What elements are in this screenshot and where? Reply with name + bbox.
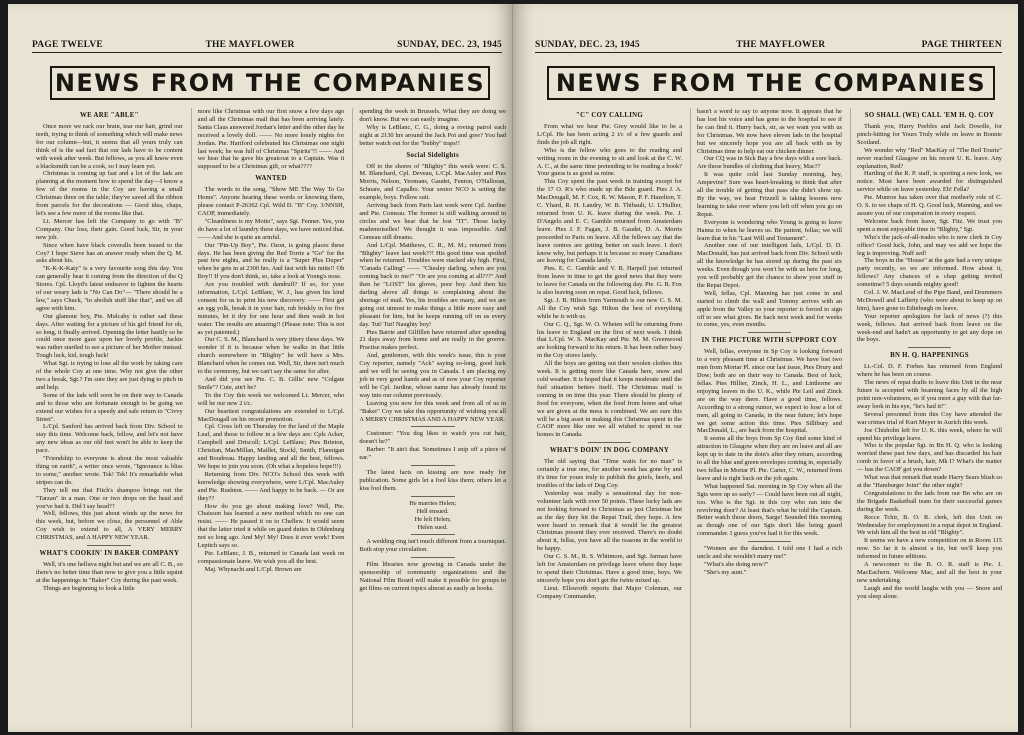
column-divider (588, 442, 632, 443)
article-paragraph: Pte. LeBlanc, J. B., returned to Canada last week on compassionate leave. We wish you all the best. (197, 549, 345, 565)
article-paragraph: Our C. Q., Sgt. W. O. Wheten will be returning from his leave to England on the first of next week. I think that L/Cpl. W. S. MacKay and Pte. M. M. Greenwood are looking forward to his return. It has been rather busy in the Coy stores lately. (537, 320, 682, 360)
article-paragraph: Several personnel from this Coy have attended the war crimes trial of Kurt Meyer in Aurich this week. (857, 410, 1002, 426)
article-heading: "C" COY CALLING (576, 112, 643, 119)
column-divider (411, 534, 455, 535)
column-divider (87, 545, 131, 546)
article-paragraph: They tell me that Fitch's shampoo brings out the "Tarzan" in a man. One or two drops on the head and you've had it. Did I say head?? (36, 486, 183, 510)
article-paragraph: Yesterday was really a sensational day for non-volunteer lads with over 50 points. These lucky lads are not looking forward to Christmas as just Christmas but as the day they hit the Repat Trail, they hope. A few were heard to remark that it would be the greatest Christmas present they ever received. There's no doubt about it, fellas, you have all the reasons in the world to be happy. (537, 489, 682, 553)
article-paragraph: hasn't a word to say to anyone now. It appears that he has lost his voice and has gone to the hospital to see if he can find it. Hurry back, sir, as we want you with us for Christmas. We now have eleven lads in the hospital but we sincerely hope you are all back with us by Christmas time to help eat our chicken dinner. (697, 108, 842, 155)
article-paragraph: Our C. S. M., Blanchard is very jittery these days. We wonder if it is because when he walks in that little church somewhere in "Blighty" he will have a Mrs. Blanchard when he comes out. Well, Sir, there isn't much to the ceremony, but we can't say the same for after. (197, 336, 345, 376)
article-paragraph: What Sgt. is trying to lose all the work by taking care of the whole Coy at one time. Why not give the other two a break, Sgt.? I'm sure they are just dying to pitch in and help. (36, 360, 183, 391)
article-paragraph: This Coy spent the past week in training except for the 17 O. R's who made up the Bde guard. Ptes J. A. MacDougall, M. F. Cox, R. W. Mason, P. F. Hazelton, T. C. Yhard, R. H. Landry, W. B. Thibault, U. L'Hullier, returned from U. K. leave during the week. Pte. J. D'Angelo and E. C. Gamble returned from Amsterdam leave. Ptes J. F. Fagan, J. B. Gaudet, D. A. Morris proceeded to Paris on leave. All the fellows say that the leave centres are getting better on each leave. I don't know why, but perhaps it is because so many Canadians are leaving for Canada lately. (537, 178, 682, 265)
running-head (535, 40, 1002, 53)
article-paragraph: Our CQ was in Sick Bay a few days with a sore back. Are those bundles of clothing that heavy, Mac?? (697, 155, 842, 171)
article-paragraph: Christmas is coming up fast and a lot of the lads are planning at the moment how to spend the day—I know a few of the rooms in the Coy are having a small Christmas three on the table; they've saved all the ribbon from parcels for the decorations — Good idea, chaps, let's see a few more of the rooms like that. (36, 170, 183, 217)
article-paragraph: We wonder why "Red" MacKay of "The Red Tourie" never reached Glasgow on his recent U. K. leave. Any explanation, Red? (857, 146, 1002, 170)
column-divider (411, 557, 455, 558)
verse-line: Hell ensued. (416, 507, 449, 515)
article-paragraph: And L/Cpl. Matthews, C. R., M. M.; returned from "Blighty" leave last week??! His good time was spoiled when he returned. Troubles were stacked sky high. First, "Canada Calling" —— "Chesley darling, when are you coming back to me?" "Or are you coming at all???" And then he "LOST" his gloves, poor boy. And then his darling above all things is complaining about the shortage of mail. Yes, his troubles are many, and we are going out utmost to make things a little more easy and pleasant for him, but he keeps running off on us every day. Tut! Tut! Naughty boy! (359, 241, 507, 328)
article-paragraph: Laugh and the world laughs with you — Snore and you sleep alone. (857, 584, 1002, 600)
article-paragraph: Well, fellas, everyone in Sp Coy is looking forward to a very pleasant time at Christmas. We have lost two men from Mortar Pl. since our last issue, Ptes Drury and Dow; both are on their way to Canada. Best of luck, fellas. Ptes Hillier, Zinck, H. L., and Linthorne are enjoying leaves in the U. K., while Pte Leil and Zinck are on the way there. Have a good time, fellows. According to a strong rumor, we expect to lose a lot of men, all going to Canada, in the near future; let's hope we get some action this time. Ptes Sillibury and MacDonald, L., are back from the hospital. (697, 348, 842, 435)
article-paragraph: Film libraries now growing in Canada under the sponsorship of community organizations and the National Film Board will make it possible for groups to get films on current topics almost as easily as books. (359, 561, 507, 592)
column-divider (908, 347, 952, 348)
article-paragraph: What was that remark that made Harry Sears blush so at the "Hamburger Joint" the other night? (857, 474, 1002, 489)
article-paragraph: Col. J. W. MacLeod of the Pipe Band, and Drummers McDowell and Lafferty (who were about to keep up on him), have gone to Edinburgh on leave. (857, 289, 1002, 312)
article-paragraph: To the Coy this week we welcomed Lt. Mercer, who will be our new 2 i/c. (197, 391, 345, 407)
article-paragraph: "She's my aunt." (704, 568, 747, 576)
article-paragraph: Welcome back from leave, Sgt. Fitz. We trust you spent a most enjoyable time in "Blighty," Sgt. (857, 217, 1002, 233)
article-paragraph: spending the week in Brussels. What they are doing we don't know. But we can easily imagine. (359, 108, 507, 123)
article-paragraph: Customer: "You dog likes to watch you cut hair, doesn't he?" (359, 430, 507, 446)
article-paragraph: L/Cpl. Sanford has arrived back from Div. School to stay this time. Welcome back, fellow, and let's not have any new ideas as our old feet won't be able to keep the pace. (36, 423, 183, 455)
article-paragraph: Well, fellows, this just about winds up the news for this week, but, before we close, the personnel of Able Coy wish to extend to all, A VERY MERRY CHRISTMAS, and A HAPPY NEW YEAR. (36, 510, 183, 542)
article-paragraph: Joe Chisholm left for U. K. this week, where he will spend his privilege leave. (857, 426, 1002, 442)
article-paragraph: The old saying that "Time waits for no man" is certainly a true one, for another week has gone by and it's time for yours truly to publish the griefs, beefs, and troubles of the lads of Dog Coy. (537, 458, 682, 489)
article-paragraph: Why is LeBlanc, C. G., doing a roving patrol each night at 2130 hrs around the Jack Pot and gree? You had better watch out for the "bubby" traps!! (359, 123, 507, 147)
article-paragraph: Congratulations to the lads from our Bn who are on the Brigade Basketball team for their successful games during the week. (857, 489, 1002, 513)
article-paragraph: Arriving back from Paris last week were Cpl. Jardine and Pte. Comeau. The former is still walking around in circles and we hear that he lost "IT". Those lucky mademoiselles! We thought it was impossible. And Comeau still dreams. (359, 202, 507, 241)
article-paragraph: Recce Tchir, B. O. R. clerk, left this Unit on Wednesday for employment in a repat depot in England. We wish him all the best in old "Blighty". (857, 513, 1002, 537)
article-paragraph: Who's the jack-of-all-trades who is now clerk in Coy office? Good luck, John, and may we add we hope the leg is improving. Nuff sed! (857, 233, 1002, 257)
article-paragraph: Barber: "It ain't that. Sometimes I snip off a piece of ear." (359, 446, 507, 462)
article-paragraph: Cpl. Cross left on Thursday for the land of the Maple Leaf, and those to follow in a few days are: Cpls Acker, Campbell and Driscoll; L/Cpl. LeBlanc; Ptes Brinton, Christian, MacMillan, Maillet, Stockl, Smith, Flannigan and Boudreau. Happy landing and all the best, fellows. We hope to join you soon. (Oh what a hopeless hope!!!) (197, 423, 345, 470)
column (690, 108, 842, 728)
section-banner: NEWS FROM THE COMPANIES (50, 66, 490, 100)
article-paragraph: Our glamour boy, Pte. Mulcahy is rather sad these days. After waiting for a picture of his girl friend for oh, so long, it finally arrived. Opening the letter hastily so he could once more gaze upon her lovely profile, Jackie was rather startled to see a picture of her Mother instead. Tough luck, kid, tough luck! (36, 312, 183, 360)
article-heading: SO SHALL (WE) CALL 'EM H. Q. COY (864, 112, 995, 119)
article-heading: BN H. Q. HAPPENINGS (890, 352, 969, 360)
running-head (32, 40, 502, 53)
article-paragraph: "Women are the darndest. I told one I had a rich uncle and she wouldn't marry me!" (697, 545, 842, 561)
article-paragraph: What happened Sat. morning in Sp Coy when all the Sgts were up so early? — Could have been out all night, too. Who is the Sgt. in this coy who ran into the revolving door? At least that's what he told the Captain. Better watch those doors, Sarge! Sounded this morning as though one of our Sgts don't like being guard commander. I guess you've had it for this week. (697, 482, 842, 538)
article-paragraph: Our heartiest congratulations are extended to L/Cpl. MacDougall on his recent promotion. (197, 407, 345, 423)
article-paragraph: It seems we have a new competition on in Room 115 now. So far it is almost a tie, but we'll keep you informed in future editions. (857, 537, 1002, 561)
article-heading: WE ARE "ABLE" (80, 112, 139, 119)
newspaper-spread (8, 4, 1018, 732)
column (850, 108, 1002, 728)
article-paragraph: Ptes Barrie and Gilfillen have returned after spending 21 days away from home and are really in the groove. Practise makes perfect. (359, 328, 507, 352)
article-paragraph: "Cleanliness is my Motto", says Sgt. Fenner. Yes, you do have a lot of laundry these days, we have noticed that. —— And she is quite an armful. (197, 217, 345, 241)
article-paragraph: Once more we rack our brain, tear our hair, grind our teeth, trying to think of something which will make news for our column—but, it seems that all yours truly can think of is the sad fact that our lads have to be content with week after week. But fellows, as you all know even a blacksmith can be a cook, so I may learn yet. (36, 123, 183, 170)
article-paragraph: The news of repat drafts to leave this Unit in the near future is accepted with beaming faces by all the high point non-volunteers, so if you meet a guy with that far-away look in his eye, "he's had it!" (857, 379, 1002, 410)
page-number: PAGE TWELVE (32, 40, 103, 50)
column-group (36, 108, 506, 728)
article-paragraph: Are you troubled with dandruff? If so, for your information, L/Cpl. LeBlanc, W. J., has given his kind consent for us to print his new discovery. —— First get an egg yolk, break it in your hair, rub briskly in for five minutes, let it dry for one hour and then wash in hot water. The results are amazing!! (Please note: This is not as yet patented.) (197, 281, 345, 336)
article-paragraph: From what we hear Pte. Grey would like to be a L/Cpl. He has been acting 2 i/c of a few guards and finds the job all right. (537, 123, 682, 146)
article-paragraph: And did you see Pte. C. B. Gillis' new "Colgate Smile"? Cute, ain't he? (197, 376, 345, 391)
article-heading: WANTED (255, 175, 287, 183)
article-paragraph: "What's she doing now?" (704, 560, 769, 568)
article-paragraph: Lt.-Col. D. F. Forbes has returned from England where he has been on course. (857, 363, 1002, 379)
article-heading: WHAT'S DOIN' IN DOG COMPANY (549, 447, 670, 455)
right-page (513, 4, 1018, 732)
column-divider (411, 465, 455, 466)
column-divider (411, 496, 455, 497)
article-paragraph: Our "Pin-Up Boy", Pte. Ozon, is going places these days. He has been giving the Red Torrie a "Go" for the past few nights, and he really is a "Super Plus Duper" when he gets in at 2300 hrs. And fast with his mitts!! Oh Boy!! If you don't think, so, take a look at Young's nose. (197, 241, 345, 281)
column-divider (748, 541, 792, 542)
article-paragraph: Who is the fellow who goes to the reading and writing room in the evening to sit and look at the C. W. A. C., at the same time pretending to be reading a book? Your guess is as good as mine. (537, 146, 682, 178)
column (36, 108, 183, 728)
article-paragraph: Lt. Mercer has left the Company to go with "B" Company. Our loss, their gain. Good luck, Sir, in your new job. (36, 217, 183, 241)
article-paragraph: Ptes. E. C. Gamble and V. B. Harpell just returned from leave in time to get the good news that they were to leave for Canada on the following day. Pte. G. R. Fox is also leaving soon on repat. Good luck, fellows. (537, 265, 682, 297)
article-paragraph: How do you go about making love? Well, Pte. Chaisson has learned a new method which no one can resist. —— He passed it on to Chellew. It would seem that the latter tried it while on guard duties in Oldenburg not so long ago. And My! My! Does it ever work! Even Lepitch says so. (197, 502, 345, 550)
article-paragraph: Well, fellas, Cpl. Manning has just come in and started to climb the wall and Tommy arrives with an apple from the Valley so your reporter is forced to sign off to see what gives. Be back next week and for weeks to come, yes, even months. (697, 289, 842, 329)
article-paragraph: Pte. Munroe has taken over that motherly role of C. O. S. to we chaps of H. Q. Good luck, Manning, and we assure you of our cooperation in every respect. (857, 194, 1002, 217)
verse-line: He left Helen; (414, 515, 451, 523)
article-paragraph: Our C. S. M., R. S. Whitmore, and Sgt. Jarman have left for Amsterdam on privilege leave where they hope to spend their Christmas. Have a good time, boys. We sincerely hope you don't get the twins mixed up. (537, 553, 682, 584)
article-paragraph: Leaving you now for this week and from all of us in "Baker" Coy we take this opportunity of wishing you all A MERRY CHRISTMAS AND A HAPPY NEW YEAR. (359, 399, 507, 423)
article-paragraph: Sgt. J. B. Hilton from Yarmouth is our new C. S. M. All the Coy wish Sgt. Hilton the best of everything while he is with us. (537, 296, 682, 320)
article-paragraph: Maj. Whynacht and L/Cpl. Brown are (204, 565, 302, 573)
section-banner: NEWS FROM THE COMPANIES (547, 66, 995, 100)
article-paragraph: Returning from Div. NCO's School this week with knowledge showing everywhere, were L/Cpl. MacAuley and Pte. Rushton. —— And happy to be back. — Or are they?? (197, 470, 345, 502)
article-paragraph: more like Christmas with our first snow a few days ago and all the Christmas mail that has been arriving lately. Santa Claus answered Jordan's letter and the other day he received a lovely doll. —— No more lonely nights for Jordan. Pte. Hartford celebrated his Christmas one night last week; he was full of Christmas "Spirits"!! —— And we hear that he gave his greatcoat to a Captain. Was it supposed to be a Christmas gift, or what???? (197, 108, 345, 171)
column-divider (411, 426, 455, 427)
verse-line: Helen sued. (417, 523, 448, 531)
article-paragraph: "K-K-K-Katy" is a very favourite song this day. You can generally hear it coming from the direction of the Q Stores. Cpl. Lloyd's latest endeavor to lighten the hearts of our weary lads is "No Can Do"— "There should be a law," says Chuck, "to abolish stuff like that", and we all agree with him. (36, 265, 183, 312)
left-page (8, 4, 513, 732)
verse-line: He marries Helen; (409, 499, 457, 507)
article-paragraph: Thank you, Harry Peebles and Jack Dowdle, for pinch-hitting for Yours Truly while on leave in Bonnie Scotland. (857, 123, 1002, 146)
article-paragraph: Who is the popular Sgt. in Bn H. Q. who is looking worried these past few days, and has discarded his hair comb in favor of a brush, hair, Mk I? What's the matter — has the CAOF got you down? (857, 442, 1002, 474)
column (191, 108, 345, 728)
article-paragraph: Some of the lads will soon be on their way to Canada and to those who are fortunate enough to be going we extend our wishes for a speedy and safe return to "Civvy Street". (36, 391, 183, 423)
column-divider (748, 332, 792, 333)
article-paragraph: Lieut. Ellsworth reports that Major Coleman, our Company Commander, (537, 584, 682, 600)
article-heading: WHAT'S COOKIN' IN BAKER COMPANY (39, 550, 180, 558)
article-heading: IN THE PICTURE WITH SUPPORT COY (701, 337, 838, 345)
page-number: PAGE THIRTEEN (921, 40, 1002, 50)
issue-date: SUNDAY, DEC. 23, 1945 (535, 40, 640, 50)
paper-name: THE MAYFLOWER (736, 40, 826, 50)
article-paragraph: All the boys are getting out their woolen clothes this week. It is getting more like Canada here, snow and cold weather. It is hoped that it keeps moderate until the fuel situation betters itself. The Christmas mail is coming in on time this year. There should be plenty of food for everyone, when the food from home and what we are given at the mess is combined. We are sure this will be a big asset in making this Christmas spent in the CAOF more like one we all wished to spend in our homes in Canada. (537, 360, 682, 439)
article-paragraph: A newcomer to the B. O. R. staff is Pte. J. MacEachern. Welcome Mac, and all the best in your new undertaking. (857, 561, 1002, 584)
article-paragraph: Your reporter apologizes for lack of news (?) this week, fellows. Just arrived back from leave on the week-end and hadn't an opportunity to get any dope on the boys. (857, 312, 1002, 344)
column (537, 108, 682, 728)
article-paragraph: And, gentlemen, with this week's issue, this is your Coy reporter, namely "Ack" saying so-long, good luck and we will be seeing you in Canada. I am placing my job in very good hands and as of now your Coy reporter will be Cpl. Jardine, whose name has already found its way into our column previously. (359, 352, 507, 399)
article-paragraph: A wedding ring isn't much different from a tourniquet. Both stop your circulation. (359, 538, 507, 554)
column-group (537, 108, 1002, 728)
article-paragraph: Everyone is wondering who Young is going to leave Hanna to when he leaves us. Be patient, fellas; we will learn that in his "Last Will and Testament". (697, 218, 842, 242)
article-paragraph: Since when have black coveralls been issued to the Coy? I hope Steve has an answer ready when the Q. M. asks about his. (36, 241, 183, 265)
article-paragraph: Off to the shores of "Blighty" this week were: C. S. M. Blanchard, Cpl. Deveau, L/Cpl. MacAuley and Ptes Morris, Nelson, Yeomans, Gaudet, Fenton, O'Halloran, Schnare, and Capalbo. Your senior NCO is setting the example, boys. Follow suit. (359, 162, 507, 202)
article-paragraph: Hartling of the R. P. staff, is sporting a new look, we notice. Most have been awarded for distinguished service while on leave yesterday. Eh! Fella? (857, 170, 1002, 194)
paper-name: THE MAYFLOWER (205, 40, 295, 50)
article-paragraph: It was quite cold last Sunday morning, hey, Ampevine? Sure was heart-breaking to think that after all the trouble of getting that pass she didn't show up. By the way, we hear Frizzell is taking lessons now learning to take over where you left off when you go on Repat. (697, 171, 842, 218)
article-paragraph: Well, it's one helluva night but and we are all C. B., so there's no better time than now to give you a little squint at the happenings in "Baker" Coy during the past week. (36, 561, 183, 584)
article-paragraph: "Friendship to everyone is about the most valuable thing on earth", a writer once wrote, "Ignorance is bliss to some," another wrote. Tsk! Tsk! It's remarkable what stripes can do. (36, 455, 183, 486)
article-paragraph: The words to the song, "Show ME The Way To Go Home". Anyone hearing these words or knowing them, please contact P-26362 Cpl. Wild D. "B" Coy. 3/NNSH, CAOP, immediately. (197, 186, 345, 217)
article-paragraph: Another one of our intelligent lads, L/Cpl. D. D. MacDonald, has just arrived back from Div. School with all the knowledge he has stored up during the past six weeks. Even though you won't be with us here for long, you will probably get the chance to show your stuff in the Repat Depot. (697, 242, 842, 289)
column (352, 108, 506, 728)
article-paragraph: The boys in the "House" at the gate had a very unique party recently, so we are informed. How about it, fellows? Any chances of a chap getting invited sometime? 5 days sounds mighty good! (857, 257, 1002, 289)
article-paragraph: It seems all the boys from Sp Coy find some kind of attraction in Glasgow when they are on leave and all are kept up to date in the doin's after they return, according to all the blue and green envelopes coming in, especially two fellas in Mortar Pl. Pte. Carter, C. W., returned from leave and is right back on the job again. (697, 435, 842, 482)
article-paragraph: The latest facts on kissing are now ready for publication. Some girls let a fool kiss them; others let a kiss fool them. (359, 469, 507, 492)
issue-date: SUNDAY, DEC. 23, 1945 (397, 40, 502, 50)
article-paragraph: Things are beginning to look a little (43, 584, 135, 592)
article-heading: Social Sidelights (406, 151, 459, 159)
